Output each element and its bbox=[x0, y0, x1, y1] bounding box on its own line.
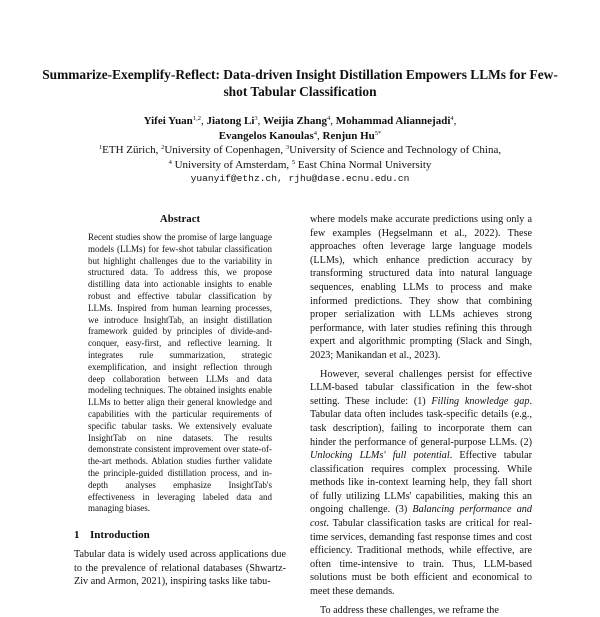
affiliation-sup: 1 bbox=[98, 144, 103, 151]
text-run: . Tabular classification tasks are critical for real-time services, demanding fast response times and cost efficiency. Traditional methods, while effective, are often time-intensive to train. Thus, LLM-based solutions must be both efficient and economical to meet these demands. bbox=[310, 518, 532, 598]
emphasis-text: Unlocking LLMs' full potential bbox=[310, 450, 450, 462]
left-column bbox=[74, 213, 286, 589]
text-run: However, several challenges persist for effective LLM-based tabular classification in the few-shot setting. These include: (1) bbox=[310, 368, 532, 407]
body-paragraph-1: where models make accurate predictions using only a few examples (Hegselmann et al., 2022). These approaches often leverage large language models (LLMs), which enhance prediction accuracy by transforming structured data into natural language sequences, enabling LLMs to process and make informed predictions. They show that combining proper serialization with LLMs achieves strong performance, with later studies refining this through expert and algorithmic prompting (Slack and Singh, 2023; Manikandan et al., 2023). bbox=[310, 214, 532, 361]
author-name: Evangelos Kanoulas bbox=[218, 129, 314, 142]
section-title: Introduction bbox=[90, 529, 150, 542]
affiliation-sup: 2 bbox=[161, 144, 165, 151]
affiliation-line-2 bbox=[30, 158, 570, 173]
abstract-text: Recent studies show the promise of large language models (LLMs) for few-shot tabular classification but highlight challenges due to the variability in structured data. To address this, we propose distilling data into actionable insights to enable robust and effective tabular classification by LLMs. Inspired from human learning processes, we introduce InsightTab, an insight distillation framework guided by principles of divide-and-conquer, easy-first, and reflective learning. It integrates rule summarization, strategic exemplification, and insight reflection through deep collaboration between LLMs and data modeling techniques. The obtained insights enable LLMs to better align their general knowledge and capabilities with the particular requirements of specific tabular tasks. We extensively evaluate InsightTab on nine datasets. The results demonstrate consistent improvement over state-of-the-art methods. Ablation studies further validate the principle-guided distillation process, and in-depth analyses emphasize InsightTab's effectiveness in leveraging labeled data and managing biases. bbox=[88, 232, 272, 514]
author-name: Yifei Yuan bbox=[143, 115, 193, 127]
affiliation: University of Science and Technology of China, bbox=[289, 144, 502, 156]
author-sup: 4 bbox=[327, 115, 331, 122]
author-sup: 4 bbox=[450, 115, 454, 122]
affiliation: East China Normal University bbox=[295, 158, 432, 171]
author-name: Weijia Zhang bbox=[263, 115, 328, 127]
author-sup: 5* bbox=[374, 129, 382, 137]
emphasis-text: Filling knowledge gap bbox=[431, 395, 530, 407]
emphasis-text: Balancing performance and cost bbox=[310, 504, 532, 530]
author-name: Mohammad Aliannejadi bbox=[335, 115, 451, 127]
affiliation-line-1 bbox=[30, 143, 570, 158]
author-block bbox=[30, 114, 570, 187]
affiliation-sup: 3 bbox=[285, 144, 290, 151]
section-number: 1 bbox=[74, 529, 80, 542]
author-sup: 3 bbox=[254, 115, 258, 122]
affiliation: University of Amsterdam, bbox=[171, 158, 292, 171]
author-name: Renjun Hu bbox=[322, 129, 375, 142]
intro-paragraph: Tabular data is widely used across applications due to the prevalence of relational databases (Shwartz-Ziv and Armon, 2021), inspiring tasks like tabu- bbox=[74, 549, 286, 588]
affiliation: ETH Zürich, bbox=[102, 144, 162, 156]
affiliation-sup: 4 bbox=[168, 158, 172, 166]
affiliation: University of Copenhagen, bbox=[164, 144, 286, 156]
text-run: . Tabular data often includes task-specific details (e.g., task description), failing to incorporate them can hinder the performance of general-purpose LLMs. (2) bbox=[310, 395, 532, 448]
author-name: Jiatong Li bbox=[206, 115, 255, 127]
author-sup: 4 bbox=[313, 129, 318, 137]
body-paragraph-3: To address these challenges, we reframe the bbox=[320, 604, 499, 616]
abstract-heading: Abstract bbox=[159, 213, 201, 225]
author-line-2: Evangelos Kanoulas$^4$, Renjun $Hu^{5*}$ bbox=[218, 129, 382, 142]
author-line-1: Yifei Yuan$^{1,2}$, Jiatong Li$^3$, Weijia Zhang$^4$, Mohammad Aliannejadi$^4$, bbox=[143, 115, 457, 127]
paper-title: Summarize-Exemplify-Reflect: Data-driven Insight Distillation Empowers LLMs for Few-shot Tabular Classification bbox=[42, 67, 558, 99]
author-sup: 1,2 bbox=[192, 115, 201, 122]
section-heading-introduction bbox=[74, 529, 286, 541]
author-emails[interactable]: yuanyif@ethz.ch, rjhu@dase.ecnu.edu.cn bbox=[190, 173, 410, 184]
affiliation-sup: 5 bbox=[291, 158, 296, 166]
text-run: . Effective tabular classification requires complex processing. While methods like in-context learning help, they fall short of fully utilizing LLMs' capabilities, making this an ongoing challenge. (3) bbox=[310, 450, 533, 516]
body-paragraph-2 bbox=[310, 368, 532, 599]
right-column bbox=[310, 213, 532, 617]
